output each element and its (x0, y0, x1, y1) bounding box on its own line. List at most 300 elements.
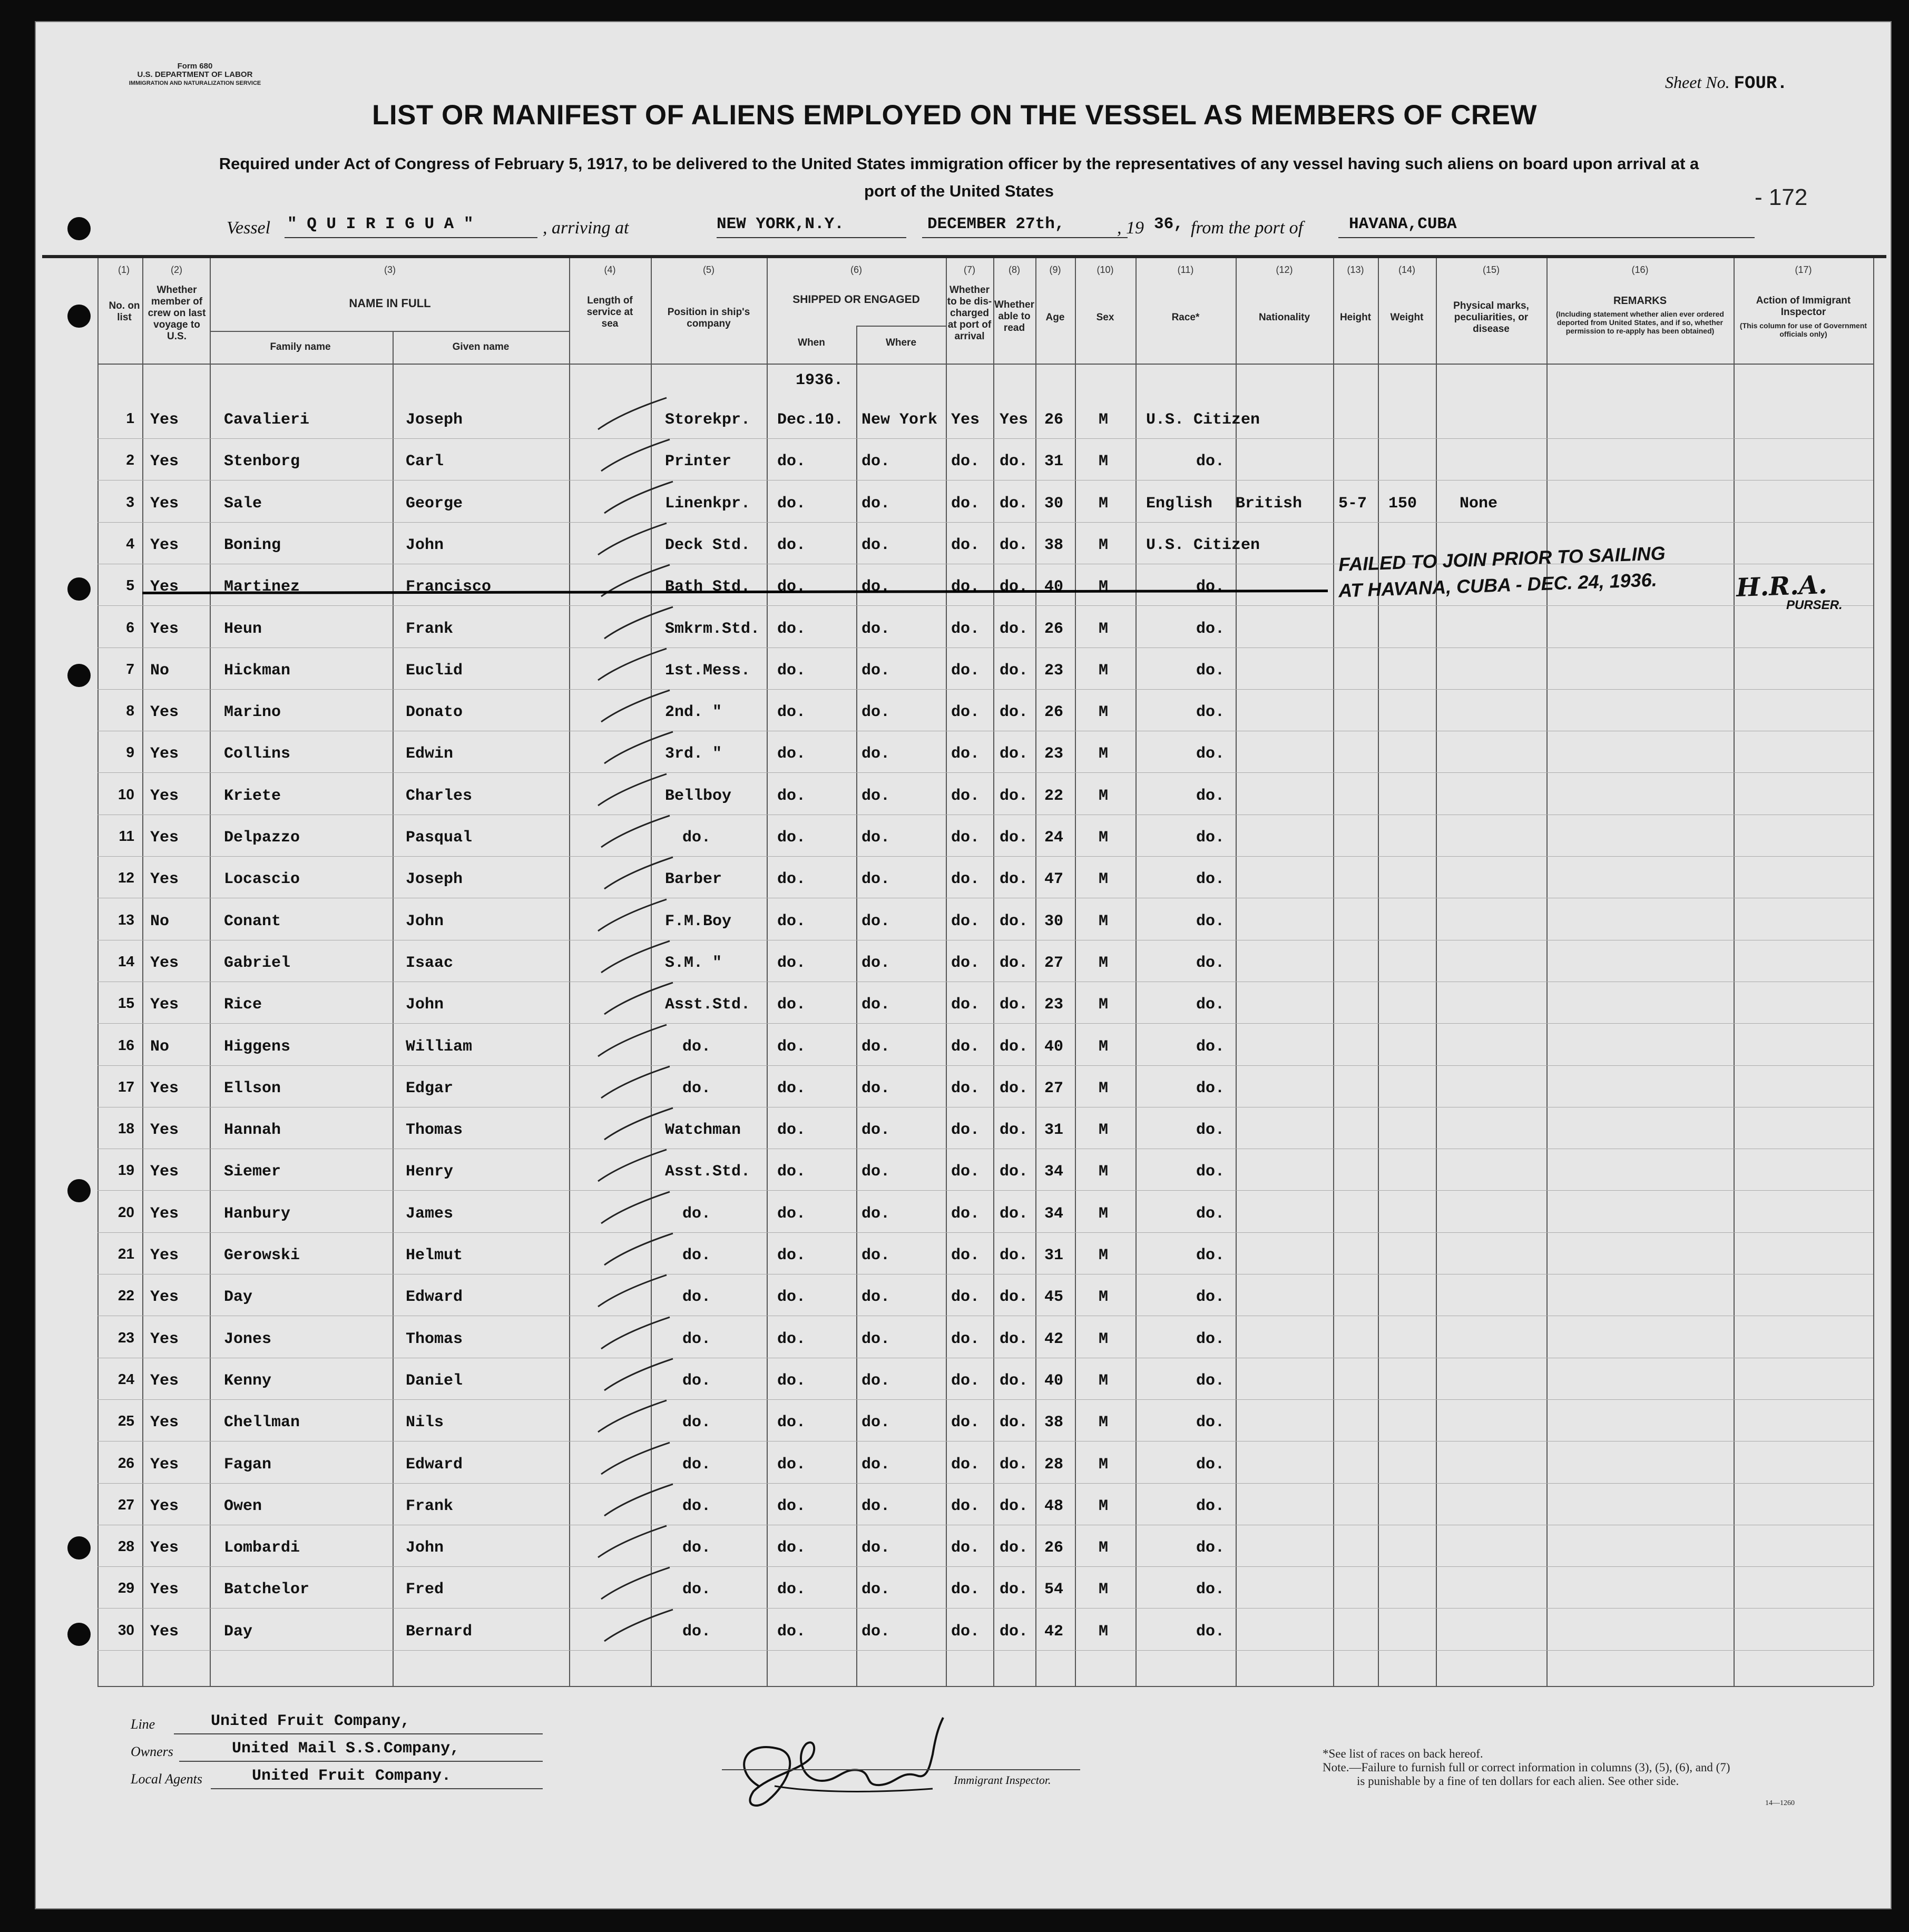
able-to-read-cell: do. (1000, 1204, 1029, 1223)
able-to-read-cell: do. (1000, 620, 1029, 638)
family-name-cell: Cavalieri (224, 411, 310, 429)
check-mark-icon (602, 855, 676, 891)
header-nationality: Nationality (1258, 312, 1310, 323)
shipped-when-cell: do. (777, 1247, 806, 1264)
family-name-cell: Batchelor (224, 1581, 310, 1599)
discharged-cell: do. (951, 1247, 980, 1264)
age-cell: 42 (1044, 1622, 1064, 1641)
arrival-year: 36, (1154, 215, 1183, 233)
owners-value: United Mail S.S.Company, (232, 1740, 460, 1758)
shipped-where-cell: do. (862, 1121, 890, 1140)
column-rule (1873, 258, 1874, 1686)
able-to-read-cell: do. (1000, 1037, 1029, 1056)
previous-voyage-cell: Yes (150, 1622, 179, 1641)
physical-marks-cell: None (1460, 494, 1498, 513)
shipped-when-cell: do. (777, 1163, 806, 1181)
discharged-cell: do. (951, 1330, 980, 1348)
shipped-when-cell: do. (777, 494, 806, 513)
check-mark-icon (595, 1523, 669, 1560)
column-rule (1734, 258, 1735, 1686)
able-to-read-cell: do. (1000, 1371, 1029, 1390)
previous-voyage-cell: Yes (150, 1414, 179, 1432)
previous-voyage-cell: Yes (150, 1497, 179, 1515)
row-number-cell: 20 (118, 1203, 134, 1220)
row-number-cell: 7 (126, 660, 134, 677)
underline (211, 1788, 543, 1789)
discharged-cell: do. (951, 536, 980, 554)
sex-cell: M (1099, 1414, 1109, 1432)
shipped-where-cell: do. (862, 536, 890, 554)
able-to-read-cell: do. (1000, 494, 1029, 513)
row-rule (97, 1232, 1873, 1233)
underline (179, 1761, 543, 1762)
family-name-cell: Hannah (224, 1121, 281, 1140)
family-name-cell: Locascio (224, 870, 300, 889)
shipped-where-cell: do. (862, 578, 890, 596)
previous-voyage-cell: No (150, 1037, 170, 1056)
shipped-where-cell: do. (862, 453, 890, 471)
penalty-note-line-2: is punishable by a fine of ten dollars for each alien. See other side. (1357, 1774, 1679, 1788)
sex-cell: M (1099, 1581, 1109, 1599)
previous-voyage-cell: Yes (150, 787, 179, 805)
shipped-when-cell: do. (777, 536, 806, 554)
given-name-cell: Frank (406, 620, 454, 638)
shipped-where-cell: do. (862, 494, 890, 513)
row-rule (97, 689, 1873, 690)
row-number-cell: 10 (118, 786, 134, 802)
shipped-where-cell: do. (862, 703, 890, 722)
from-port-label: from the port of (1191, 218, 1304, 238)
able-to-read-cell: do. (1000, 829, 1029, 847)
age-cell: 27 (1044, 1079, 1064, 1097)
footer-rule (97, 1686, 1873, 1687)
underline (174, 1733, 543, 1734)
sex-cell: M (1099, 1330, 1109, 1348)
position-cell: do. (682, 1414, 711, 1432)
table-top-rule (42, 255, 1886, 258)
row-rule (97, 772, 1873, 773)
shipped-where-cell: do. (862, 1622, 890, 1641)
race-cell: do. (1196, 1204, 1225, 1223)
weight-cell: 150 (1388, 494, 1417, 513)
page-number-value: 172 (1768, 184, 1808, 210)
able-to-read-cell: do. (1000, 1330, 1029, 1348)
position-cell: do. (682, 1037, 711, 1056)
discharged-cell: do. (951, 1539, 980, 1557)
row-rule (97, 1483, 1873, 1484)
family-name-cell: Collins (224, 745, 291, 763)
check-mark-icon (595, 1022, 669, 1059)
given-name-cell: Bernard (406, 1622, 473, 1641)
age-cell: 54 (1044, 1581, 1064, 1599)
check-mark-icon (599, 1565, 672, 1602)
position-cell: do. (682, 1539, 711, 1557)
position-cell: do. (682, 1330, 711, 1348)
sex-cell: M (1099, 1371, 1109, 1390)
header-shipped-engaged: SHIPPED OR ENGAGED (792, 293, 920, 306)
age-cell: 40 (1044, 1371, 1064, 1390)
race-cell: do. (1196, 1163, 1225, 1181)
header-no-on-list: No. on list (109, 300, 140, 323)
discharged-cell: do. (951, 1121, 980, 1140)
age-cell: 40 (1044, 578, 1064, 596)
shipped-where-cell: do. (862, 1079, 890, 1097)
given-name-cell: Henry (406, 1163, 454, 1181)
able-to-read-cell: do. (1000, 870, 1029, 889)
shipped-when-cell: do. (777, 829, 806, 847)
shipped-when-cell: do. (777, 787, 806, 805)
family-name-cell: Lombardi (224, 1539, 300, 1557)
age-cell: 45 (1044, 1288, 1064, 1307)
sex-cell: M (1099, 1622, 1109, 1641)
row-number-cell: 5 (126, 577, 134, 594)
family-name-cell: Hanbury (224, 1204, 291, 1223)
shipped-where-cell: do. (862, 912, 890, 930)
position-cell: Bellboy (665, 787, 732, 805)
previous-voyage-cell: Yes (150, 996, 179, 1014)
age-cell: 23 (1044, 745, 1064, 763)
shipped-when-cell: do. (777, 1455, 806, 1474)
check-mark-icon (602, 729, 676, 766)
col-9-number: (9) (1049, 264, 1061, 275)
race-cell: U.S. Citizen (1146, 536, 1260, 554)
header-discharged: Whether to be dis-charged at port of arrival (947, 285, 992, 342)
age-cell: 31 (1044, 1121, 1064, 1140)
page-title: LIST OR MANIFEST OF ALIENS EMPLOYED ON THE VESSEL AS MEMBERS OF CREW (371, 100, 1538, 131)
check-mark-icon (602, 1105, 676, 1142)
sex-cell: M (1099, 494, 1109, 513)
shipped-when-cell: do. (777, 1079, 806, 1097)
previous-voyage-cell: No (150, 661, 170, 680)
sex-cell: M (1099, 453, 1109, 471)
sex-cell: M (1099, 1288, 1109, 1307)
local-agents-label: Local Agents (131, 1771, 203, 1787)
previous-voyage-cell: Yes (150, 1371, 179, 1390)
races-note: *See list of races on back hereof. (1323, 1747, 1483, 1760)
row-rule (97, 1399, 1873, 1400)
given-name-cell: John (406, 912, 444, 930)
header-when: When (798, 337, 825, 348)
underline (722, 1769, 1080, 1770)
subtitle-line-2: port of the United States (864, 182, 1054, 200)
given-name-cell: Donato (406, 703, 463, 722)
discharged-cell: do. (951, 494, 980, 513)
position-cell: F.M.Boy (665, 912, 732, 930)
able-to-read-cell: do. (1000, 954, 1029, 972)
header-inspector-action: Action of Immigrant Inspector (1756, 295, 1851, 318)
shipped-where-cell: do. (862, 1371, 890, 1390)
sex-cell: M (1099, 787, 1109, 805)
discharged-cell: do. (951, 661, 980, 680)
able-to-read-cell: do. (1000, 703, 1029, 722)
age-cell: 40 (1044, 1037, 1064, 1056)
family-name-cell: Higgens (224, 1037, 291, 1056)
check-mark-icon (602, 1231, 676, 1268)
shipped-when-cell: do. (777, 661, 806, 680)
shipped-when-cell: do. (777, 1497, 806, 1515)
previous-voyage-cell: Yes (150, 1455, 179, 1474)
position-cell: do. (682, 1079, 711, 1097)
row-number-cell: 22 (118, 1287, 134, 1304)
shipped-when-cell: do. (777, 912, 806, 930)
row-number-cell: 9 (126, 744, 134, 761)
previous-voyage-cell: Yes (150, 954, 179, 972)
position-cell: do. (682, 829, 711, 847)
given-name-cell: Carl (406, 453, 444, 471)
position-cell: do. (682, 1581, 711, 1599)
header-weight: Weight (1390, 312, 1424, 323)
check-mark-icon (595, 771, 669, 808)
row-rule (97, 1065, 1873, 1066)
shipped-where-cell: do. (862, 787, 890, 805)
row-number-cell: 14 (118, 953, 134, 969)
shipped-where-cell: do. (862, 1581, 890, 1599)
age-cell: 34 (1044, 1163, 1064, 1181)
col-1-number: (1) (118, 264, 130, 275)
shipped-where-cell: do. (862, 1330, 890, 1348)
able-to-read-cell: do. (1000, 996, 1029, 1014)
previous-voyage-cell: Yes (150, 870, 179, 889)
position-cell: do. (682, 1497, 711, 1515)
row-rule (97, 856, 1873, 857)
line-label: Line (131, 1717, 155, 1732)
shipped-where-cell: do. (862, 996, 890, 1014)
column-rule (210, 258, 211, 1686)
header-given-name: Given name (452, 341, 510, 352)
race-cell: English (1146, 494, 1213, 513)
column-rule (1436, 258, 1437, 1686)
header-age: Age (1045, 312, 1065, 323)
race-cell: do. (1196, 1371, 1225, 1390)
shipped-where-cell: do. (862, 1204, 890, 1223)
previous-voyage-cell: Yes (150, 1204, 179, 1223)
header-able-to-read: Whether able to read (994, 299, 1034, 334)
position-cell: do. (682, 1455, 711, 1474)
subtitle-line-1: Required under Act of Congress of February 5, 1917, to be delivered to the United States immigration officer by the representatives of any vessel having such aliens on board upon arrival at a (219, 154, 1699, 173)
header-sub-rule (856, 326, 946, 327)
able-to-read-cell: do. (1000, 1288, 1029, 1307)
able-to-read-cell: do. (1000, 1079, 1029, 1097)
age-cell: 30 (1044, 912, 1064, 930)
col-12-number: (12) (1276, 264, 1293, 275)
col-8-number: (8) (1009, 264, 1020, 275)
header-sub-rule (211, 331, 569, 332)
shipped-where-cell: do. (862, 954, 890, 972)
row-number-cell: 6 (126, 619, 134, 635)
shipped-where-cell: do. (862, 1455, 890, 1474)
shipped-when-cell: do. (777, 1371, 806, 1390)
row-number-cell: 2 (126, 452, 134, 468)
race-cell: do. (1196, 1581, 1225, 1599)
able-to-read-cell: do. (1000, 1163, 1029, 1181)
age-cell: 34 (1044, 1204, 1064, 1223)
sex-cell: M (1099, 578, 1109, 596)
row-number-cell: 16 (118, 1036, 134, 1053)
age-cell: 38 (1044, 536, 1064, 554)
discharged-cell: do. (951, 954, 980, 972)
given-name-cell: James (406, 1204, 454, 1223)
able-to-read-cell: do. (1000, 661, 1029, 680)
check-mark-icon (602, 980, 676, 1017)
previous-voyage-cell: Yes (150, 1163, 179, 1181)
shipped-when-cell: do. (777, 453, 806, 471)
header-length-of-service: Length of service at sea (586, 295, 633, 329)
previous-voyage-cell: Yes (150, 1247, 179, 1264)
able-to-read-cell: do. (1000, 1414, 1029, 1432)
position-cell: do. (682, 1247, 711, 1264)
given-name-cell: William (406, 1037, 473, 1056)
remark-row-5-line-2: AT HAVANA, CUBA - DEC. 24, 1936. (1338, 568, 1658, 602)
discharged-cell: do. (951, 1414, 980, 1432)
position-cell: Barber (665, 870, 722, 889)
race-cell: do. (1196, 829, 1225, 847)
shipped-when-cell: do. (777, 1622, 806, 1641)
header-bottom-rule (97, 364, 1873, 365)
position-cell: Asst.Std. (665, 1163, 751, 1181)
shipped-where-cell: do. (862, 745, 890, 763)
shipped-where-cell: do. (862, 1414, 890, 1432)
given-name-cell: Charles (406, 787, 473, 805)
previous-voyage-cell: No (150, 912, 170, 930)
row-rule (97, 1023, 1873, 1024)
given-name-cell: Frank (406, 1497, 454, 1515)
col-17-number: (17) (1795, 264, 1812, 275)
race-cell: do. (1196, 870, 1225, 889)
race-cell: do. (1196, 996, 1225, 1014)
shipped-when-cell: Dec.10. (777, 411, 844, 429)
able-to-read-cell: do. (1000, 1497, 1029, 1515)
sex-cell: M (1099, 1539, 1109, 1557)
row-number-cell: 3 (126, 493, 134, 510)
check-mark-icon (602, 1356, 676, 1393)
header-height: Height (1339, 312, 1372, 323)
race-cell: do. (1196, 954, 1225, 972)
given-name-cell: Daniel (406, 1371, 463, 1390)
position-cell: Linenkpr. (665, 494, 751, 513)
vessel-label: Vessel (227, 218, 271, 238)
shipped-when-cell: do. (777, 1037, 806, 1056)
shipped-when-cell: do. (777, 620, 806, 638)
age-cell: 27 (1044, 954, 1064, 972)
discharged-cell: do. (951, 1581, 980, 1599)
given-name-cell: Euclid (406, 661, 463, 680)
discharged-cell: do. (951, 1622, 980, 1641)
column-rule (1378, 258, 1379, 1686)
previous-voyage-cell: Yes (150, 578, 179, 596)
given-name-cell: Thomas (406, 1330, 463, 1348)
discharged-cell: do. (951, 1037, 980, 1056)
family-name-cell: Heun (224, 620, 262, 638)
previous-voyage-cell: Yes (150, 453, 179, 471)
position-cell: Smkrm.Std. (665, 620, 760, 638)
check-mark-icon (599, 1315, 672, 1351)
able-to-read-cell: do. (1000, 1539, 1029, 1557)
shipped-where-cell: do. (862, 1497, 890, 1515)
owners-label: Owners (131, 1744, 173, 1759)
previous-voyage-cell: Yes (150, 536, 179, 554)
row-number-cell: 12 (118, 869, 134, 886)
arriving-port: NEW YORK,N.Y. (717, 215, 844, 233)
race-cell: do. (1196, 1539, 1225, 1557)
check-mark-icon (595, 1398, 669, 1435)
arrival-date: DECEMBER 27th, (927, 215, 1065, 233)
form-code: 14—1260 (1765, 1799, 1795, 1807)
check-mark-icon (595, 897, 669, 934)
given-name-cell: Edward (406, 1455, 463, 1474)
row-number-cell: 17 (118, 1078, 134, 1095)
row-rule (97, 1650, 1873, 1651)
sex-cell: M (1099, 1204, 1109, 1223)
family-name-cell: Day (224, 1622, 253, 1641)
column-rule (767, 258, 768, 1686)
given-name-cell: Francisco (406, 578, 492, 596)
arriving-label: , arriving at (543, 218, 629, 238)
discharged-cell: do. (951, 620, 980, 638)
col-2-number: (2) (171, 264, 182, 275)
position-cell: Bath Std. (665, 578, 751, 596)
header-physical-marks: Physical marks, peculiarities, or disease (1453, 300, 1529, 335)
race-cell: do. (1196, 1247, 1225, 1264)
sex-cell: M (1099, 1163, 1109, 1181)
position-cell: do. (682, 1204, 711, 1223)
given-name-cell: Helmut (406, 1247, 463, 1264)
age-cell: 30 (1044, 494, 1064, 513)
previous-voyage-cell: Yes (150, 745, 179, 763)
row-number-cell: 15 (118, 995, 134, 1012)
family-name-cell: Delpazzo (224, 829, 300, 847)
column-rule (1333, 258, 1334, 1686)
discharged-cell: do. (951, 787, 980, 805)
previous-voyage-cell: Yes (150, 1581, 179, 1599)
family-name-cell: Conant (224, 912, 281, 930)
race-cell: do. (1196, 1414, 1225, 1432)
previous-voyage-cell: Yes (150, 1121, 179, 1140)
family-name-cell: Gerowski (224, 1247, 300, 1264)
race-cell: do. (1196, 703, 1225, 722)
previous-voyage-cell: Yes (150, 1288, 179, 1307)
sex-cell: M (1099, 1121, 1109, 1140)
sex-cell: M (1099, 745, 1109, 763)
able-to-read-cell: do. (1000, 1622, 1029, 1641)
check-mark-icon (599, 562, 672, 599)
header-sex: Sex (1096, 312, 1114, 323)
family-name-cell: Marino (224, 703, 281, 722)
race-cell: do. (1196, 453, 1225, 471)
family-name-cell: Kenny (224, 1371, 272, 1390)
race-cell: do. (1196, 1079, 1225, 1097)
shipped-where-cell: do. (862, 1539, 890, 1557)
col-3-number: (3) (384, 264, 396, 275)
shipped-when-cell: do. (777, 1414, 806, 1432)
col-11-number: (11) (1177, 264, 1194, 275)
given-name-cell: Fred (406, 1581, 444, 1599)
header-position: Position in ship's company (667, 307, 750, 329)
purser-initials: H.R.A. (1736, 570, 1828, 603)
age-cell: 26 (1044, 1539, 1064, 1557)
family-name-cell: Stenborg (224, 453, 300, 471)
family-name-cell: Hickman (224, 661, 291, 680)
able-to-read-cell: do. (1000, 453, 1029, 471)
family-name-cell: Jones (224, 1330, 272, 1348)
row-number-cell: 8 (126, 702, 134, 719)
check-mark-icon (599, 1064, 672, 1101)
row-rule (97, 438, 1873, 439)
age-cell: 42 (1044, 1330, 1064, 1348)
header-name-in-full: NAME IN FULL (349, 297, 431, 310)
row-rule (97, 605, 1873, 606)
check-mark-icon (595, 1272, 669, 1309)
shipped-when-cell: do. (777, 996, 806, 1014)
